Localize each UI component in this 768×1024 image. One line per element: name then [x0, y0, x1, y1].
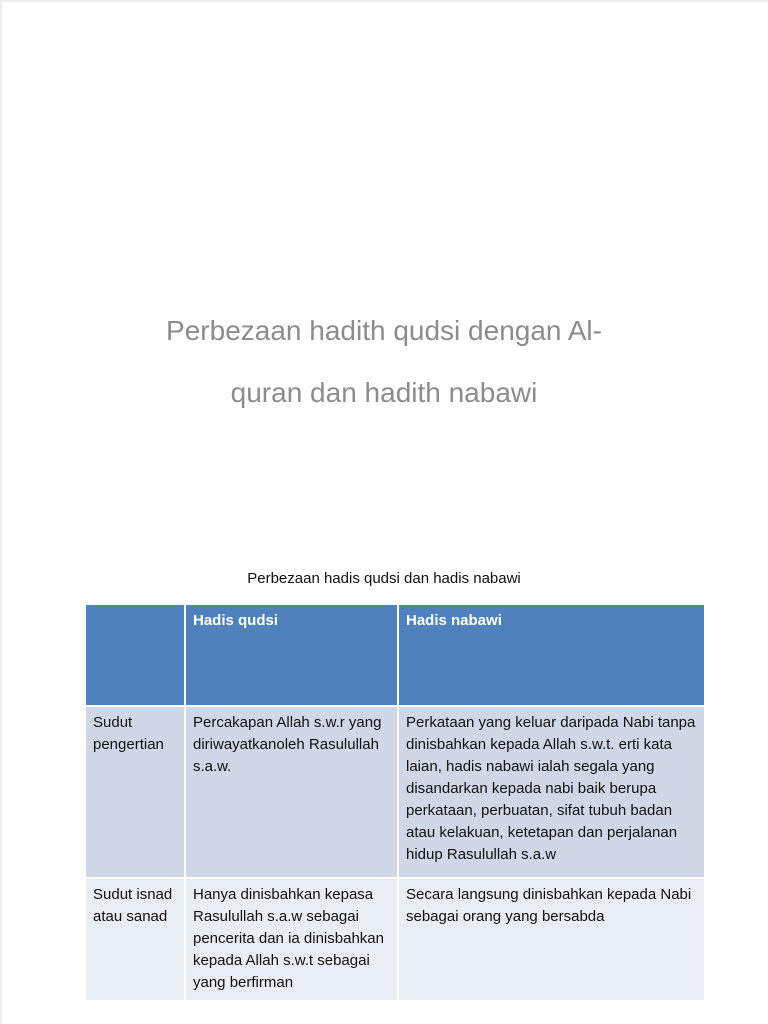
- table-row: [85, 878, 705, 1001]
- row-nabawi-cell: Perkataan yang keluar daripada Nabi tanpa dinisbahkan kepada Allah s.w.t. erti kata laian, hadis nabawi ialah segala yang disandarkan kepada nabi baik berupa perkataan, perbuatan, sifat tubuh badan atau kelakuan, ketetapan dan perjalanan hidup Rasulullah s.a.w: [398, 706, 705, 878]
- page-top-edge: [0, 0, 768, 3]
- row-nabawi-cell: Secara langsung dinisbahkan kepada Nabi sebagai orang yang bersabda: [398, 878, 705, 1001]
- document-title: [0, 300, 768, 424]
- table-row: [85, 706, 705, 878]
- row-qudsi-cell: Percakapan Allah s.w.r yang diriwayatkanoleh Rasulullah s.a.w.: [185, 706, 398, 878]
- title-line-1: Perbezaan hadith qudsi dengan Al-: [166, 315, 602, 346]
- row-aspect-cell: Sudut isnad atau sanad: [85, 878, 185, 1001]
- header-cell-hadis-nabawi: Hadis nabawi: [398, 604, 705, 706]
- page-left-edge: [0, 0, 2, 1024]
- header-cell-hadis-qudsi: Hadis qudsi: [185, 604, 398, 706]
- comparison-table: [84, 603, 706, 1002]
- header-cell-aspect: [85, 604, 185, 706]
- table-header-row: [85, 604, 705, 706]
- title-line-2: quran dan hadith nabawi: [230, 377, 538, 408]
- table-caption: Perbezaan hadis qudsi dan hadis nabawi: [247, 570, 521, 587]
- row-qudsi-cell: Hanya dinisbahkan kepasa Rasulullah s.a.w sebagai pencerita dan ia dinisbahkan kepada Allah s.w.t sebagai yang berfirman: [185, 878, 398, 1001]
- row-aspect-cell: Sudut pengertian: [85, 706, 185, 878]
